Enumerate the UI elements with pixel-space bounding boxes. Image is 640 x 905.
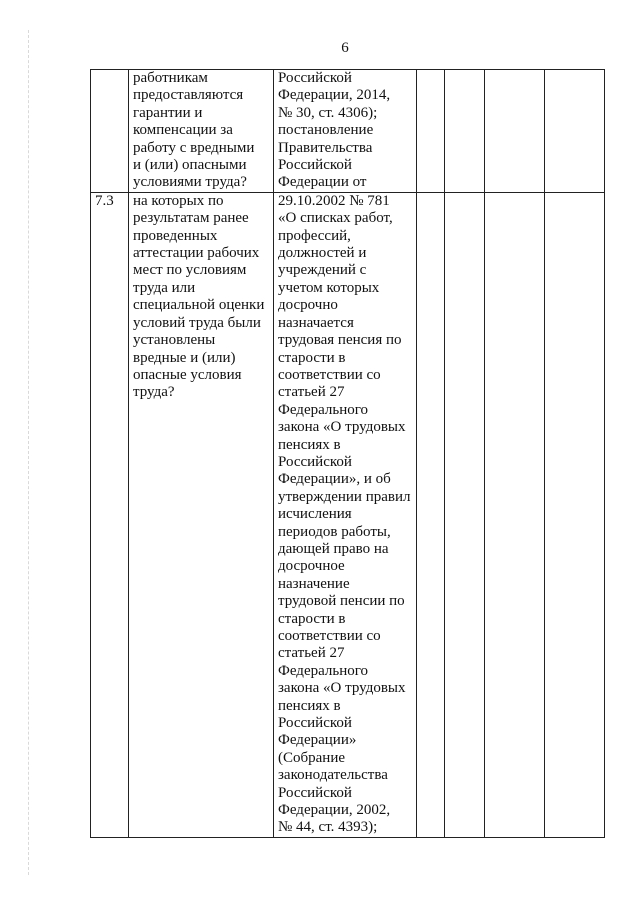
answer-yes-cell	[417, 70, 445, 193]
answer-no-cell	[445, 192, 485, 837]
table-row	[91, 70, 605, 193]
item-number: 7.3	[95, 192, 114, 209]
page-number: 6	[341, 40, 349, 56]
answer-yes-cell	[417, 192, 445, 837]
checklist-table	[90, 69, 605, 838]
question-cell	[129, 192, 274, 837]
answer-not-applicable-cell	[485, 192, 545, 837]
question-text: на которых по результатам ранее проведенных аттестации рабочих мест по условиям труда или специальной оценки условий труда были установлены вредные и (или) опасные условия труда?	[133, 192, 265, 401]
table-row	[91, 192, 605, 837]
scan-edge-line	[28, 30, 29, 875]
note-cell	[545, 70, 605, 193]
answer-no-cell	[445, 70, 485, 193]
item-number-cell	[91, 192, 129, 837]
note-cell	[545, 192, 605, 837]
answer-not-applicable-cell	[485, 70, 545, 193]
question-text: работникам предоставляются гарантии и компенсации за работу с вредными и (или) опасными условиями труда?	[133, 70, 255, 191]
legal-basis-cell	[274, 192, 417, 837]
legal-basis-cell	[274, 70, 417, 193]
legal-basis-text: Российской Федерации, 2014, № 30, ст. 4306); постановление Правительства Российской Федерации от	[278, 70, 391, 191]
legal-basis-text: 29.10.2002 № 781 «О списках работ, профессий, должностей и учреждений с учетом которых досрочно назначается трудовая пенсия по старости в соответствии со статьей 27 Федерального закона «О трудовых пенсиях в Российской Федерации», и об утверждении правил исчисления периодов работы, дающей право на досрочное назначение трудовой пенсии по старости в соответствии со статьей 27 Федерального закона «О трудовых пенсиях в Российской Федерации» (Собрание законодательства Российской Федерации, 2002, № 44, ст. 4393);	[278, 192, 411, 836]
question-cell	[129, 70, 274, 193]
item-number-cell	[91, 70, 129, 193]
